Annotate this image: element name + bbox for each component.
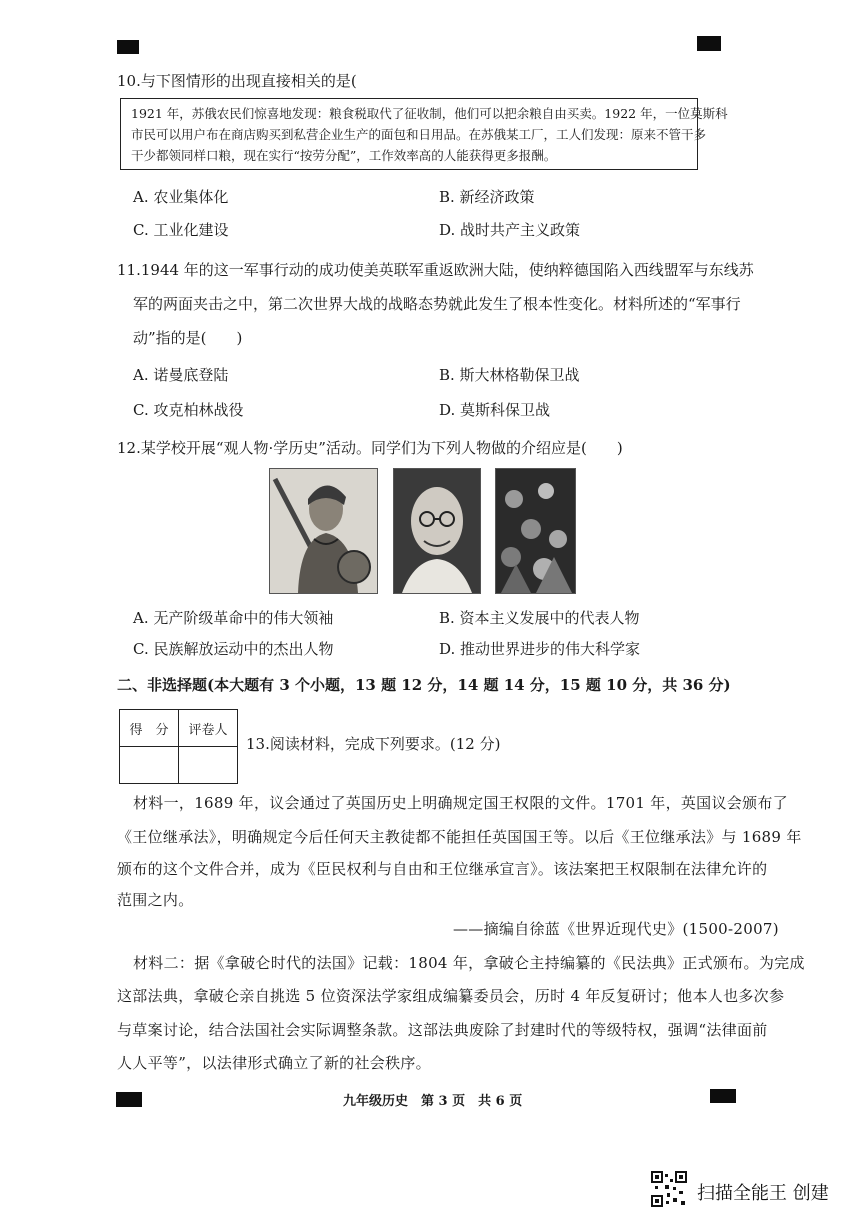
portrait-warrior-image (269, 468, 378, 594)
q13-material2-line: 材料二：据《拿破仑时代的法国》记载：1804 年，拿破仑主持编纂的《民法典》正式颁布。为完成 (133, 954, 805, 972)
q12-option-b[interactable]: B. 资本主义发展中的代表人物 (439, 609, 640, 627)
q13-source: ——摘编自徐蓝《世界近现代史》(1500-2007) (453, 920, 779, 938)
q12-option-a[interactable]: A. 无产阶级革命中的伟大领袖 (133, 609, 334, 627)
q13-material2-line: 与草案讨论，结合法国社会实际调整条款。这部法典废除了封建时代的等级特权，强调“法律面前 (117, 1021, 768, 1039)
q11-option-b[interactable]: B. 斯大林格勒保卫战 (439, 366, 580, 384)
q11-stem-line: 军的两面夹击之中，第二次世界大战的战略态势就此发生了根本性变化。材料所述的“军事行 (133, 295, 741, 313)
page-footer: 九年级历史 第 3 页 共 6 页 (343, 1094, 523, 1109)
q13-stem: 13.阅读材料，完成下列要求。(12 分) (246, 735, 501, 753)
registration-mark-bottom-right (710, 1089, 736, 1103)
q10-option-c[interactable]: C. 工业化建设 (133, 221, 229, 239)
q11-stem-line: 11.1944 年的这一军事行动的成功使美英联军重返欧洲大陆，使纳粹德国陷入西线盟军与东线苏 (117, 261, 754, 279)
q10-option-a[interactable]: A. 农业集体化 (133, 188, 229, 206)
score-header: 得 分 (120, 710, 179, 747)
q13-material1-line: 材料一，1689 年，议会通过了英国历史上明确规定国王权限的文件。1701 年，英国议会颁布了 (133, 794, 788, 812)
q10-material-line: 1921 年，苏俄农民们惊喜地发现：粮食税取代了征收制，他们可以把余粮自由买卖。1922 年，一位莫斯科 (131, 106, 728, 121)
q12-option-c[interactable]: C. 民族解放运动中的杰出人物 (133, 640, 334, 658)
q10-option-b[interactable]: B. 新经济政策 (439, 188, 535, 206)
q13-material1-line: 范围之内。 (117, 891, 194, 909)
q11-option-c[interactable]: C. 攻克柏林战役 (133, 401, 244, 419)
crowd-photo-image (495, 468, 576, 594)
score-cell[interactable] (120, 747, 179, 784)
q13-material2-line: 人人平等”，以法律形式确立了新的社会秩序。 (117, 1054, 431, 1072)
q13-material2-line: 这部法典，拿破仑亲自挑选 5 位资深法学家组成编纂委员会，历时 4 年反复研讨；他本人也多次参 (117, 987, 785, 1005)
q10-stem: 10.与下图情形的出现直接相关的是( (117, 72, 357, 90)
q10-material-line: 市民可以用户布在商店购买到私营企业生产的面包和日用品。在苏俄某工厂，工人们发现：原来不管干多 (131, 127, 707, 142)
qr-code-icon (651, 1171, 687, 1207)
q12-stem: 12.某学校开展“观人物·学历史”活动。同学们为下列人物做的介绍应是( ) (117, 439, 623, 457)
q13-material1-line: 《王位继承法》，明确规定今后任何天主教徒都不能担任英国国王等。以后《王位继承法》与 1689 年 (117, 828, 802, 846)
q11-option-d[interactable]: D. 莫斯科保卫战 (439, 401, 551, 419)
grader-cell[interactable] (179, 747, 238, 784)
q12-option-d[interactable]: D. 推动世界进步的伟大科学家 (439, 640, 641, 658)
q10-option-d[interactable]: D. 战时共产主义政策 (439, 221, 581, 239)
registration-mark-bottom-left (116, 1092, 142, 1107)
q11-option-a[interactable]: A. 诺曼底登陆 (133, 366, 229, 384)
section2-heading: 二、非选择题(本大题有 3 个小题，13 题 12 分，14 题 14 分，15 题 10 分，共 36 分) (117, 676, 731, 694)
portrait-elder-image (393, 468, 481, 594)
grader-header: 评卷人 (179, 710, 238, 747)
q11-stem-line: 动”指的是( ) (133, 329, 243, 347)
registration-mark-top-right (697, 36, 721, 51)
q13-material1-line: 颁布的这个文件合并，成为《臣民权利与自由和王位继承宣言》。该法案把王权限制在法律允许的 (117, 860, 768, 878)
registration-mark-top-left (117, 40, 139, 54)
q10-material-line: 干少都领同样口粮，现在实行“按劳分配”，工作效率高的人能获得更多报酬。 (131, 148, 557, 163)
q10-material-box (120, 98, 728, 170)
score-table (119, 709, 238, 784)
watermark-text: 扫描全能王 创建 (697, 1183, 829, 1204)
